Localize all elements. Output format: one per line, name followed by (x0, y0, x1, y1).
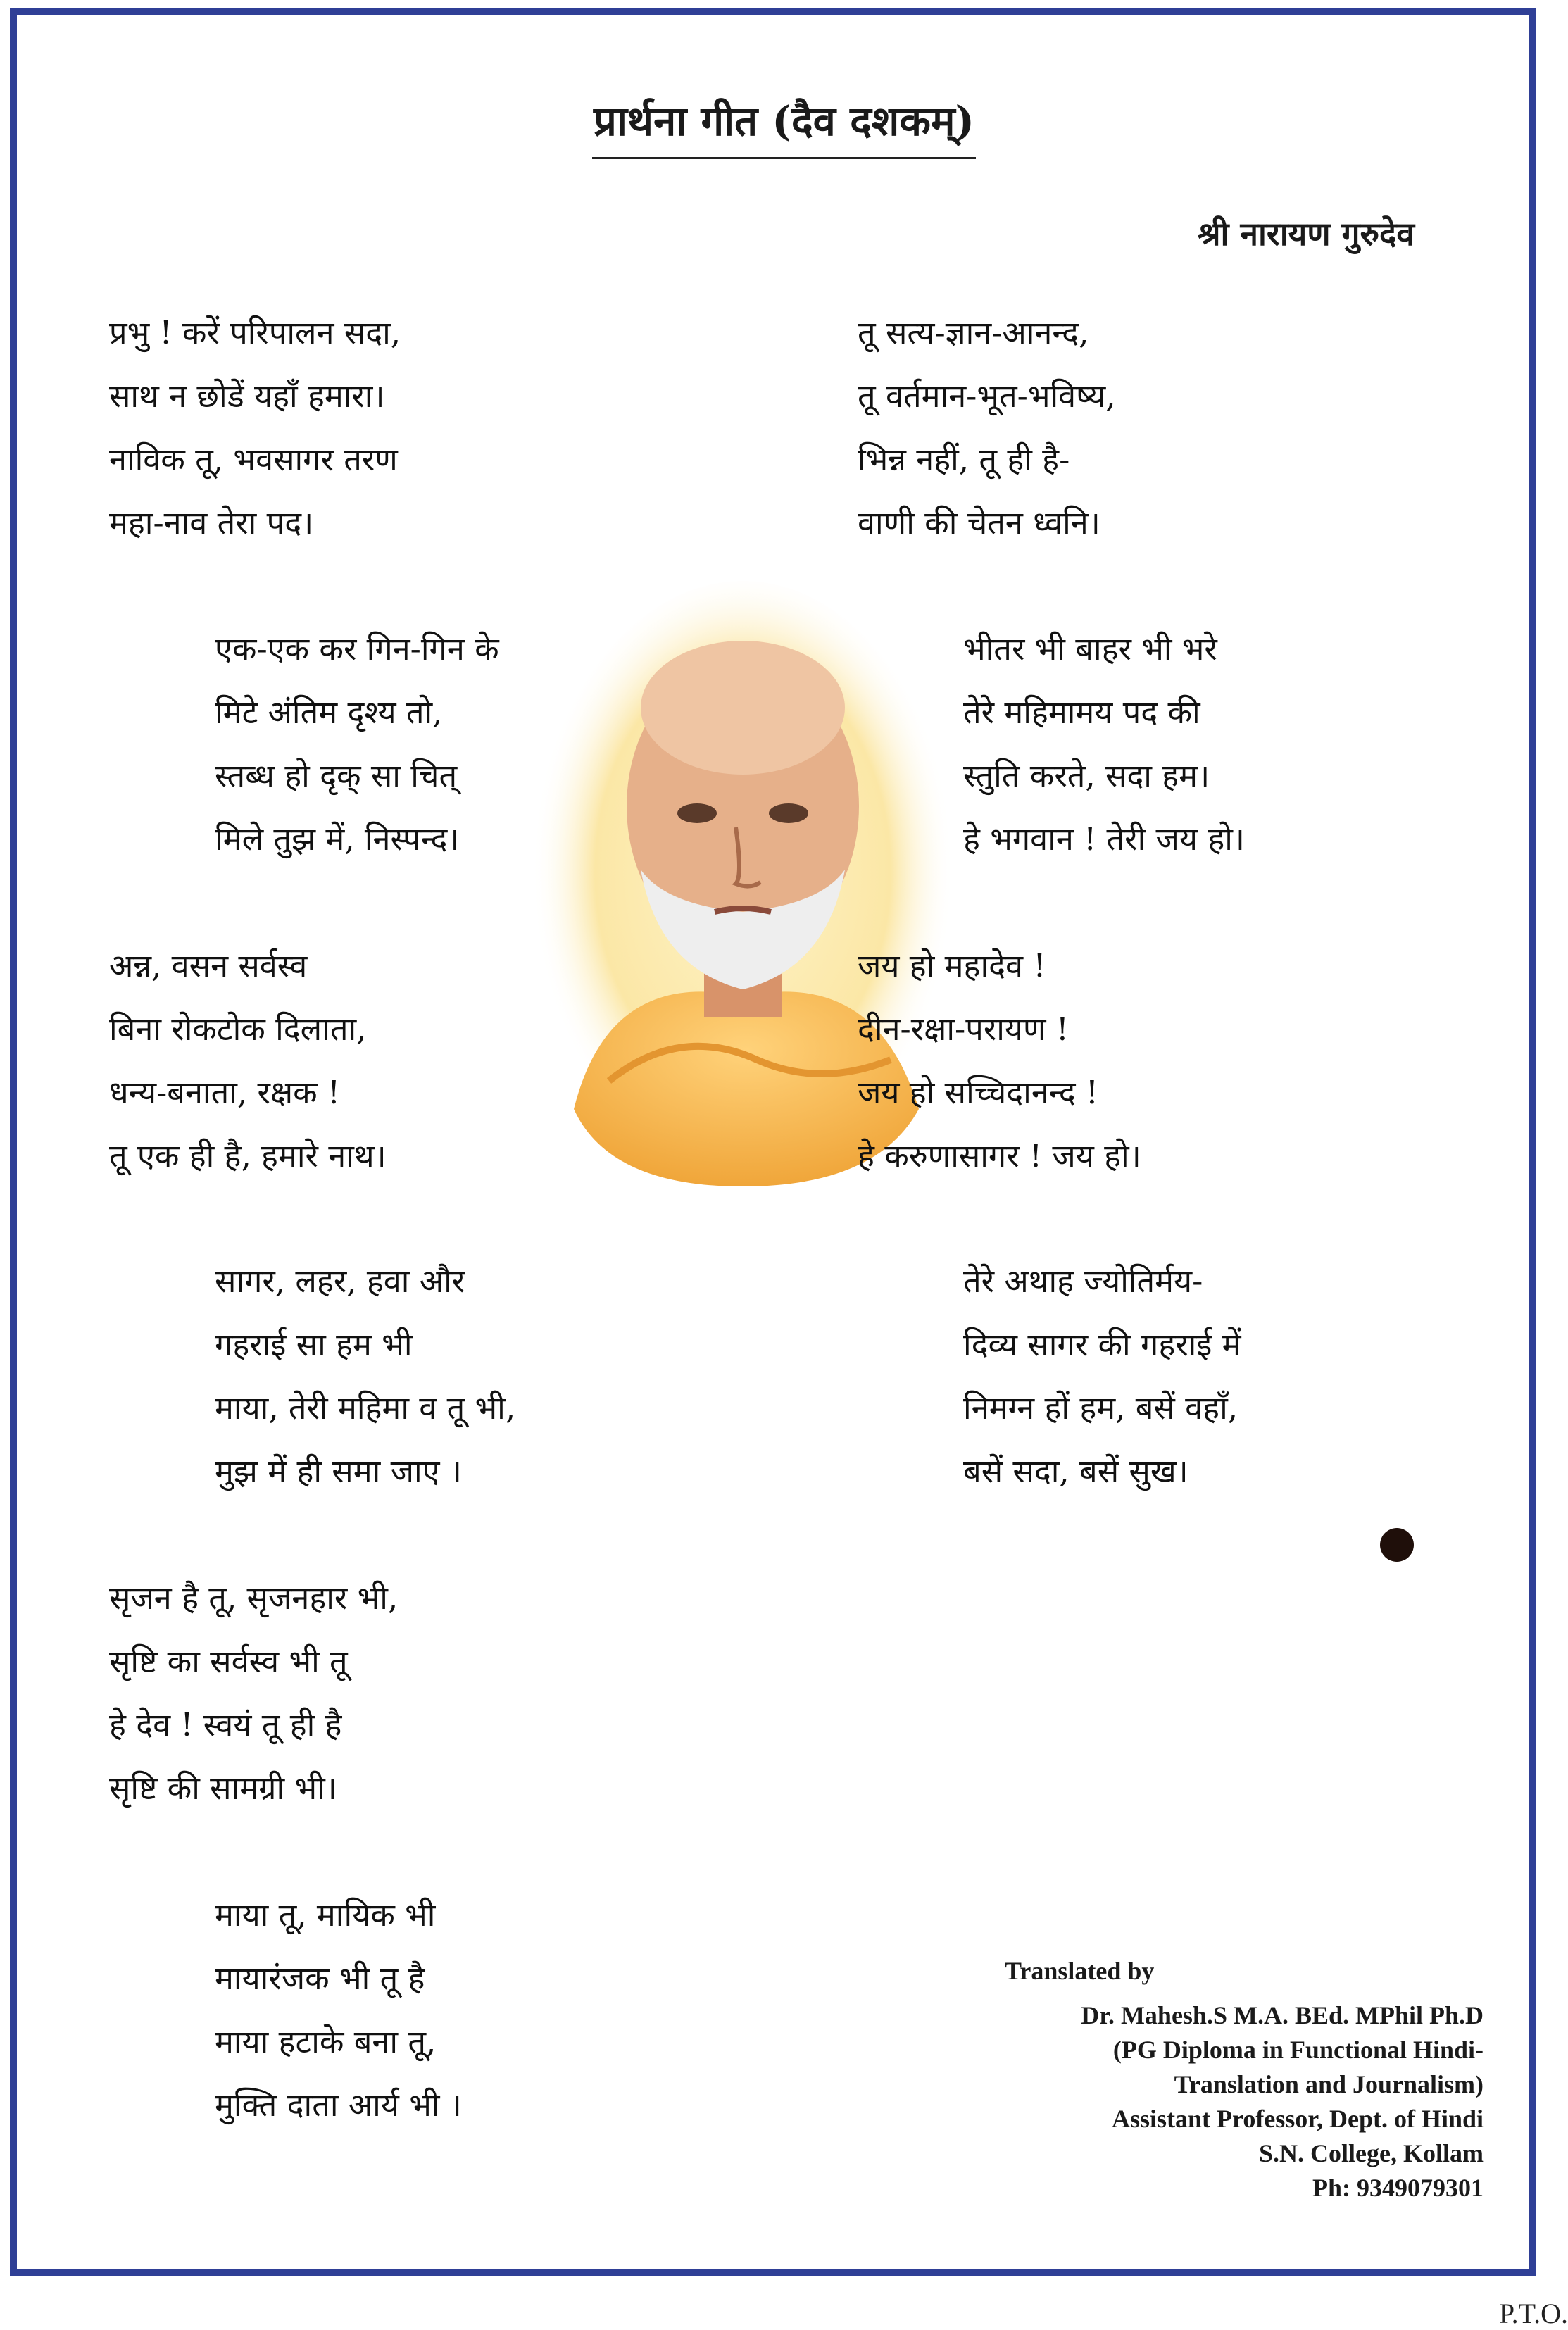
verse-line: दीन-रक्षा-परायण ! (858, 1010, 1069, 1048)
verse-line: हे करुणासागर ! जय हो। (858, 1137, 1141, 1175)
verse-line: बिना रोकटोक दिलाता, (109, 1010, 367, 1048)
verse-line: अन्न, वसन सर्वस्व (109, 947, 308, 984)
verse-line: तेरे महिमामय पद की (963, 694, 1200, 731)
verse-line: तू वर्तमान-भूत-भविष्य, (858, 377, 1116, 415)
author-name: श्री नारायण गुरुदेव (1197, 215, 1415, 253)
verse-line: हे देव ! स्वयं तू ही है (109, 1706, 342, 1743)
verse-line: मिटे अंतिम दृश्य तो, (215, 694, 443, 731)
verse-line: मायारंजक भी तू है (215, 1960, 425, 1997)
verse-line: महा-नाव तेरा पद। (109, 504, 314, 541)
stanza-10 (963, 1250, 1241, 1503)
credits-line: Ph: 9349079301 (1312, 2174, 1484, 2202)
verse-line: मुझ में ही समा जाए । (215, 1453, 462, 1490)
verse-line: मुक्ति दाता आर्य भी । (215, 2086, 462, 2124)
credits-label: Translated by (1005, 1957, 1155, 1985)
verse-line: तू सत्य-ज्ञान-आनन्द, (858, 314, 1089, 351)
verse-line: मिले तुझ में, निस्पन्द। (215, 820, 460, 858)
stanza-2 (215, 618, 499, 871)
verse-line: सृष्टि का सर्वस्व भी तू (109, 1643, 348, 1680)
verse-line: स्तुति करते, सदा हम। (963, 757, 1210, 794)
verse-line: सृष्टि की सामग्री भी। (109, 1770, 337, 1807)
verse-line: जय हो सच्चिदानन्द ! (858, 1074, 1098, 1111)
verse-line: सागर, लहर, हवा और (215, 1263, 465, 1300)
verse-line: गहराई सा हम भी (215, 1326, 413, 1363)
stanza-8 (963, 618, 1245, 871)
stanza-9 (858, 934, 1141, 1188)
credits-line: Assistant Professor, Dept. of Hindi (1111, 2105, 1484, 2133)
verse-line: जय हो महादेव ! (858, 947, 1046, 984)
verse-line: दिव्य सागर की गहराई में (963, 1326, 1241, 1363)
stanza-5 (109, 1567, 398, 1820)
credits-line: Translation and Journalism) (1174, 2070, 1484, 2098)
verse-line: धन्य-बनाता, रक्षक ! (109, 1074, 341, 1111)
verse-line: भीतर भी बाहर भी भरे (963, 630, 1217, 668)
verse-line: भिन्न नहीं, तू ही है- (858, 441, 1070, 478)
stanza-3 (109, 934, 387, 1188)
verse-line: हे भगवान ! तेरी जय हो। (963, 820, 1245, 858)
verse-line: स्तब्ध हो दृक् सा चित् (215, 757, 458, 794)
stanza-1 (109, 301, 401, 555)
verse-line: तू एक ही है, हमारे नाथ। (109, 1137, 387, 1175)
verse-line: नाविक तू, भवसागर तरण (109, 441, 398, 478)
verse-line: निमग्न हों हम, बसें वहाँ, (963, 1389, 1238, 1427)
verse-line: सृजन है तू, सृजनहार भी, (109, 1579, 399, 1617)
verse-line: बसें सदा, बसें सुख। (963, 1453, 1188, 1490)
verse-line: माया, तेरी महिमा व तू भी, (215, 1389, 516, 1427)
verse-line: प्रभु ! करें परिपालन सदा, (109, 314, 401, 351)
stanza-7 (858, 301, 1116, 555)
verse-line: साथ न छोडें यहाँ हमारा। (109, 377, 385, 415)
stanza-4 (215, 1250, 515, 1503)
verse-line: माया हटाके बना तू, (215, 2023, 437, 2060)
verse-line: वाणी की चेतन ध्वनि। (858, 504, 1100, 541)
credits-line: S.N. College, Kollam (1259, 2139, 1484, 2167)
verse-line: तेरे अथाह ज्योतिर्मय- (963, 1263, 1203, 1300)
translator-credits (991, 1954, 1484, 2205)
verse-line: एक-एक कर गिन-गिन के (215, 630, 499, 668)
bullet-dot-icon (1380, 1528, 1414, 1562)
verse-line: माया तू, मायिक भी (215, 1896, 436, 1934)
page-title: प्रार्थना गीत (दैव दशकम्) (0, 92, 1568, 159)
pto-footer: P.T.O. (1498, 2298, 1568, 2329)
stanza-6 (215, 1884, 462, 2137)
credits-line: Dr. Mahesh.S M.A. BEd. MPhil Ph.D (1081, 2001, 1484, 2029)
credits-line: (PG Diploma in Functional Hindi- (1112, 2036, 1484, 2064)
